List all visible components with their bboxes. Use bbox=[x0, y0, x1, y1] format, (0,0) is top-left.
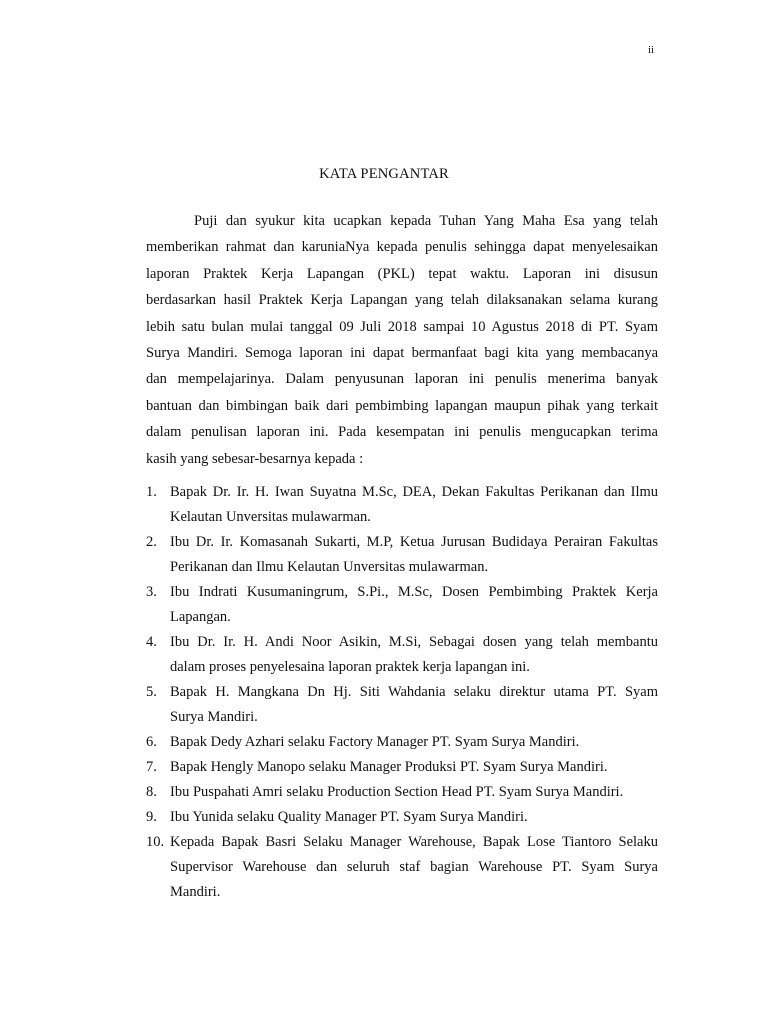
list-item bbox=[146, 830, 658, 905]
list-number: 10. bbox=[146, 834, 165, 850]
list-item-line: Bapak Hengly Manopo selaku Manager Produksi PT. Syam Surya Mandiri. bbox=[170, 759, 608, 775]
intro-line: lebih satu bulan mulai tanggal 09 Juli 2018 sampai 10 Agustus 2018 di PT. Syam bbox=[146, 318, 658, 335]
list-number: 3. bbox=[146, 584, 157, 600]
list-number: 1. bbox=[146, 484, 157, 500]
list-item bbox=[146, 530, 658, 580]
list-item-line: Ibu Dr. Ir. H. Andi Noor Asikin, M.Si, Sebagai dosen yang telah membantu bbox=[170, 634, 658, 650]
list-item-line: Mandiri. bbox=[170, 884, 221, 900]
intro-line: berdasarkan hasil Praktek Kerja Lapangan yang telah dilaksanakan selama kurang bbox=[146, 292, 658, 309]
intro-line: laporan Praktek Kerja Lapangan (PKL) tepat waktu. Laporan ini disusun bbox=[146, 265, 658, 282]
intro-line: Surya Mandiri. Semoga laporan ini dapat bermanfaat bagi kita yang membacanya bbox=[146, 345, 658, 362]
page-title: KATA PENGANTAR bbox=[319, 166, 449, 182]
list-item-line: dalam proses penyelesaina laporan praktek kerja lapangan ini. bbox=[170, 659, 530, 675]
list-item-line: Ibu Puspahati Amri selaku Production Section Head PT. Syam Surya Mandiri. bbox=[170, 784, 624, 800]
list-item-line: Bapak Dr. Ir. H. Iwan Suyatna M.Sc, DEA, Dekan Fakultas Perikanan dan Ilmu bbox=[170, 484, 658, 500]
list-item-line: Bapak H. Mangkana Dn Hj. Siti Wahdania selaku direktur utama PT. Syam bbox=[170, 684, 658, 700]
list-item bbox=[146, 630, 658, 680]
list-number: 2. bbox=[146, 534, 157, 550]
list-item-line: Ibu Yunida selaku Quality Manager PT. Syam Surya Mandiri. bbox=[170, 809, 528, 825]
list-item bbox=[146, 805, 658, 830]
list-number: 7. bbox=[146, 759, 157, 775]
list-item-line: Supervisor Warehouse dan seluruh staf bagian Warehouse PT. Syam Surya bbox=[170, 859, 658, 875]
list-item-line: Kepada Bapak Basri Selaku Manager Warehouse, Bapak Lose Tiantoro Selaku bbox=[170, 834, 658, 850]
list-item bbox=[146, 730, 658, 755]
intro-line: Puji dan syukur kita ucapkan kepada Tuhan Yang Maha Esa yang telah bbox=[194, 213, 658, 229]
list-item bbox=[146, 755, 658, 780]
list-item-line: Bapak Dedy Azhari selaku Factory Manager PT. Syam Surya Mandiri. bbox=[170, 734, 580, 750]
intro-paragraph bbox=[146, 208, 658, 472]
list-number: 4. bbox=[146, 634, 157, 650]
list-number: 9. bbox=[146, 809, 157, 825]
intro-line: bantuan dan bimbingan baik dari pembimbing lapangan maupun pihak yang terkait bbox=[146, 397, 658, 414]
list-item bbox=[146, 580, 658, 630]
list-item bbox=[146, 480, 658, 530]
list-item bbox=[146, 680, 658, 730]
list-item-line: Ibu Indrati Kusumaningrum, S.Pi., M.Sc, Dosen Pembimbing Praktek Kerja bbox=[170, 584, 658, 600]
page-number: ii bbox=[648, 44, 655, 56]
list-item-line: Ibu Dr. Ir. Komasanah Sukarti, M.P, Ketua Jurusan Budidaya Perairan Fakultas bbox=[170, 534, 658, 550]
intro-line: kasih yang sebesar-besarnya kepada : bbox=[146, 450, 364, 467]
list-item-line: Perikanan dan Ilmu Kelautan Unversitas mulawarman. bbox=[170, 559, 489, 575]
list-item-line: Surya Mandiri. bbox=[170, 709, 258, 725]
list-item-line: Lapangan. bbox=[170, 609, 231, 625]
intro-line: dalam penulisan laporan ini. Pada kesempatan ini penulis mengucapkan terima bbox=[146, 424, 658, 441]
acknowledgement-list bbox=[146, 480, 658, 905]
list-item-line: Kelautan Unversitas mulawarman. bbox=[170, 509, 371, 525]
list-number: 6. bbox=[146, 734, 157, 750]
list-number: 8. bbox=[146, 784, 157, 800]
list-item bbox=[146, 780, 658, 805]
intro-line: memberikan rahmat dan karuniaNya kepada penulis sehingga dapat menyelesaikan bbox=[146, 239, 658, 256]
intro-line: dan mempelajarinya. Dalam penyusunan laporan ini penulis menerima banyak bbox=[146, 371, 658, 388]
list-number: 5. bbox=[146, 684, 157, 700]
